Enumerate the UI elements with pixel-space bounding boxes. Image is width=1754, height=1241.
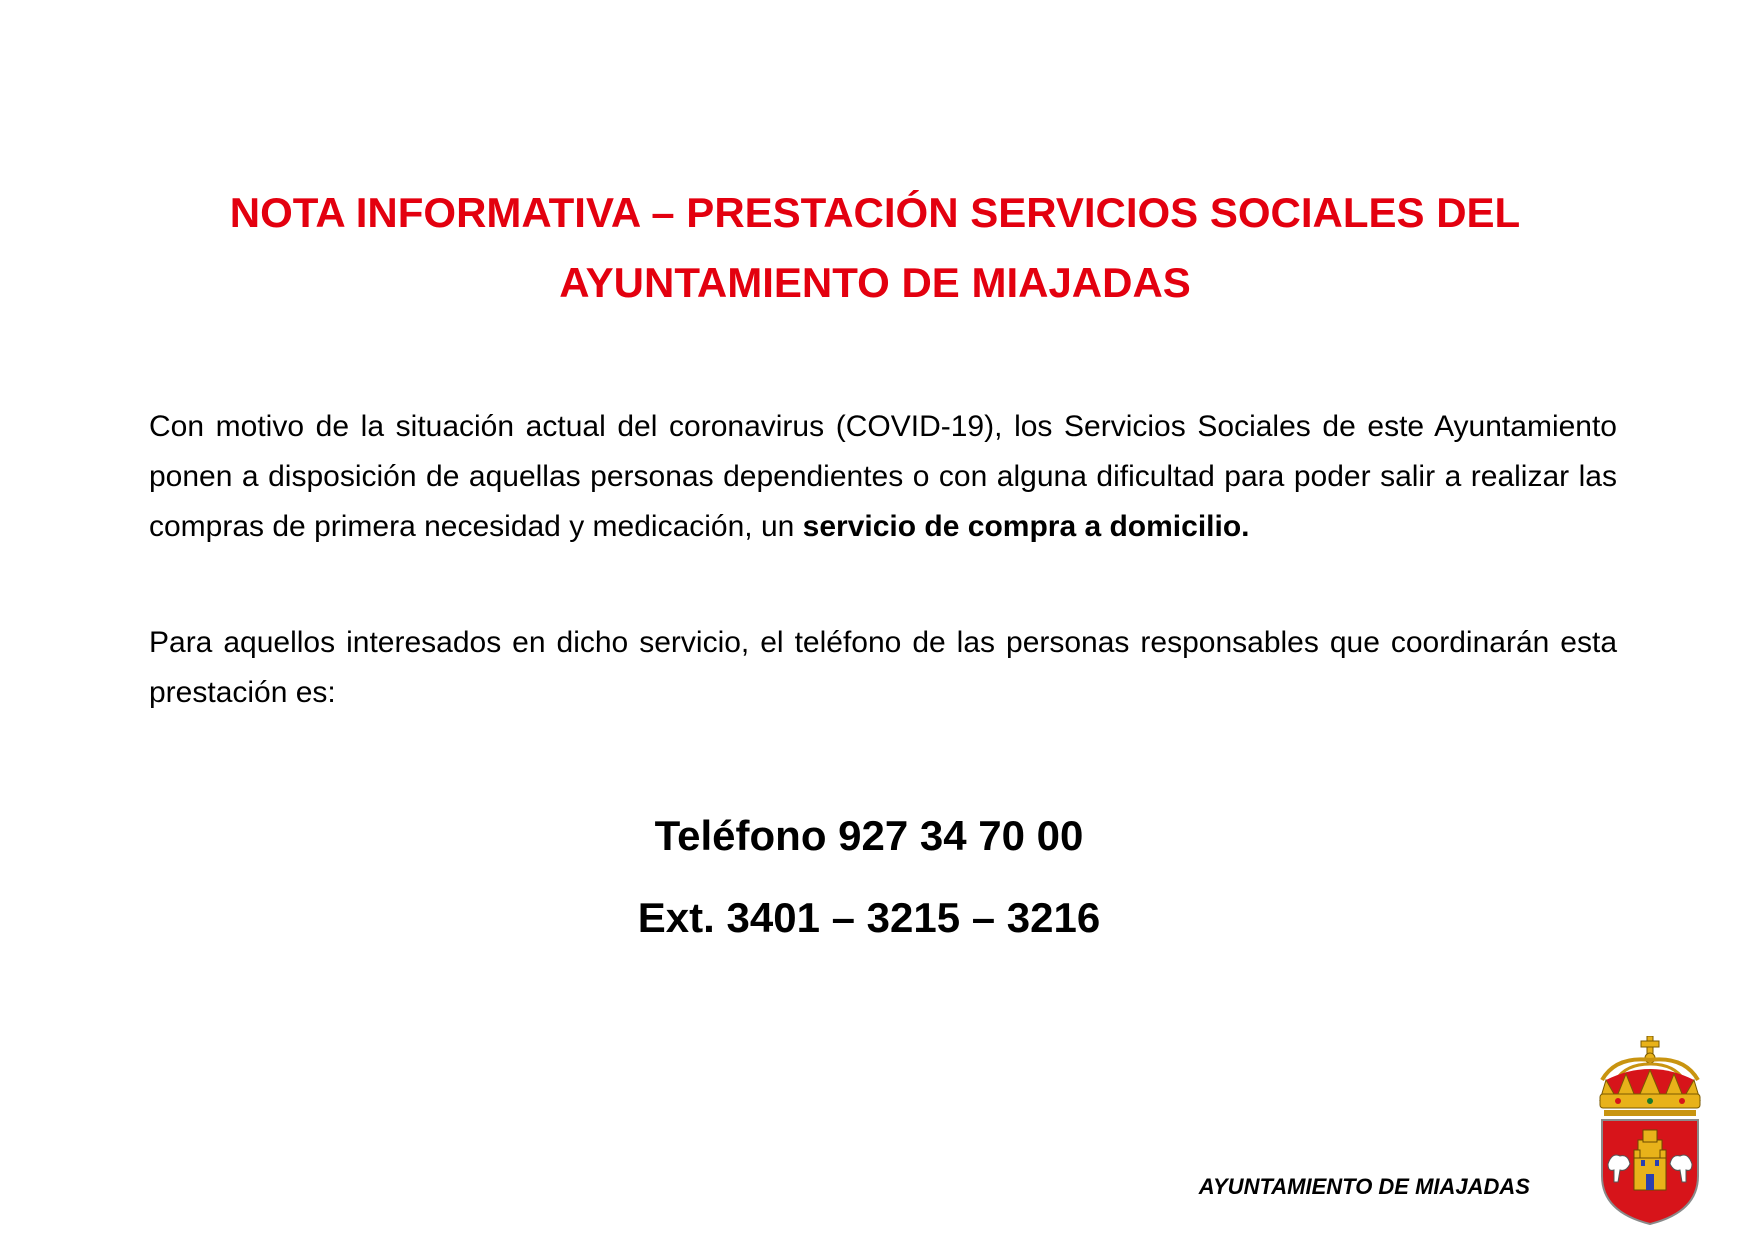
intro-bold-service: servicio de compra a domicilio.: [802, 510, 1250, 543]
coat-of-arms-icon: [1596, 1036, 1704, 1226]
title-line-1: NOTA INFORMATIVA – PRESTACIÓN SERVICIOS SOCIALES DEL: [229, 189, 1521, 236]
phone-number: Teléfono 927 34 70 00: [654, 812, 1084, 859]
intro-paragraph: [149, 402, 1617, 552]
phone-extensions: Ext. 3401 – 3215 – 3216: [637, 894, 1101, 941]
footer-organization: AYUNTAMIENTO DE MIAJADAS: [1198, 1174, 1530, 1199]
contact-paragraph: Para aquellos interesados en dicho servicio, el teléfono de las personas responsables que coordinarán esta prestación es:: [149, 626, 1617, 709]
page-title: [150, 178, 1600, 318]
intro-text: Con motivo de la situación actual del coronavirus (COVID-19), los Servicios Sociales de este Ayuntamiento ponen a disposición de aquellas personas dependientes o con alguna dificultad para poder salir a realizar las compras de primera necesidad y medicación, un: [149, 410, 1617, 543]
title-line-2: AYUNTAMIENTO DE MIAJADAS: [559, 259, 1191, 306]
